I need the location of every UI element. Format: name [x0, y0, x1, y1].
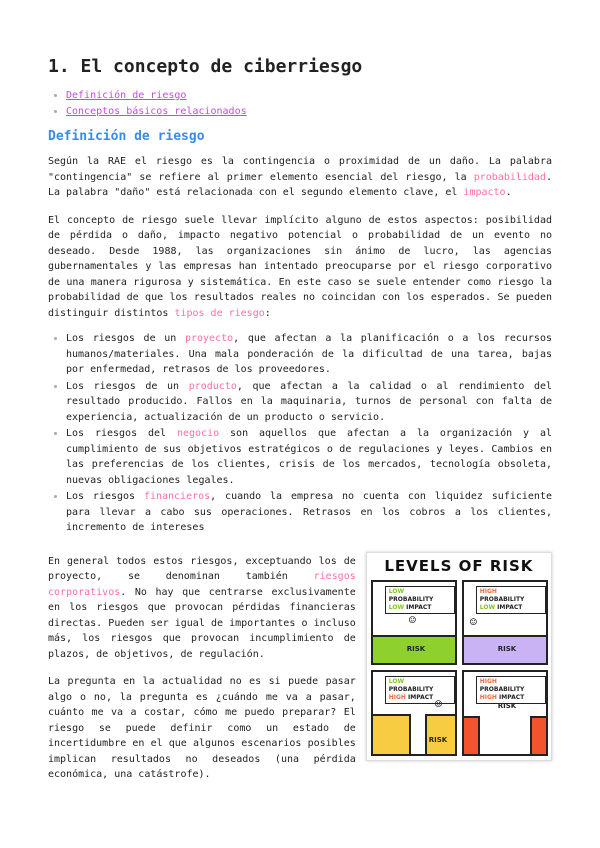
- text: , que afectan a la calidad o al rendimiento del resultado producido. Fallos en la maquinaria, turnos de personal con falta de experiencia, actualización de un producto o servicio.: [66, 380, 553, 423]
- text: , que afectan a la planificación o a los recursos humanos/materiales. Una mala ponderación de la dificultad de una tarea, bajas por enfermedad, retrasos de los proveedores.: [66, 333, 552, 375]
- stick-figure-icon: ☺: [434, 697, 442, 711]
- text: Según la RAE el riesgo es la contingencia o proximidad de un daño. La palabra "contingencia" se refiere al primer elemento esencial del riesgo, la: [48, 156, 552, 183]
- left-column: [48, 554, 356, 791]
- stick-figure-icon: ☺: [469, 614, 477, 629]
- panel-label: HIGH PROBABILITY LOW IMPACT: [476, 586, 546, 614]
- risk-area: [464, 716, 546, 754]
- panel-low-low: [371, 580, 457, 666]
- toc-item: [66, 88, 552, 104]
- text: , cuando la empresa no cuenta con liquidez suficiente para llevar a cabo sus operaciones. Retrasos en los cobros a los clientes, incremento de intereses: [66, 491, 552, 533]
- paragraph: La pregunta en la actualidad no es si puede pasar algo o no, la pregunta es ¿cuándo me va a pasar, cuánto me va a costar, cómo me puedo preparar? El riesgo se puede definir como un estado de incertidumbre en el que algunos escenarios posibles implican resultados no deseados (una pérdida económica, una catástrofe).: [48, 676, 356, 780]
- text: Los riesgos de un: [66, 333, 185, 344]
- text: El concepto de riesgo suele llevar implícito alguno de estos aspectos: posibilidad de pérdida o daño, impacto negativo potencial o probabilidad de un evento no deseado. Desde 1988, las organizaciones sin ánimo de lucro, las agencias gubernamentales y las empresas han intentado preocuparse por el riesgo corporativo de una manera rigurosa y sistemática. En este caso se suele entender como riesgo la probabilidad de que los resultados reales no coincidan con los esperados. Se pueden distinguir distintos: [48, 214, 552, 319]
- two-column-section: [48, 554, 552, 791]
- list-item: [66, 331, 552, 378]
- highlight-term: impacto: [463, 187, 506, 198]
- highlight-term: negocio: [176, 428, 220, 439]
- text: . No hay que centrarse exclusivamente en los riesgos que provocan pérdidas financieras directas. Pueden ser igual de importantes o incluso más, los riesgos que provocan incumplimiento de plazos, de objetivos, de regulación.: [48, 586, 356, 660]
- levels-of-risk-image: [366, 552, 552, 761]
- text: . La palabra "daño" está relacionada con el segundo elemento clave, el: [48, 171, 552, 198]
- toc-link-conceptos[interactable]: Conceptos básicos relacionados: [66, 106, 247, 117]
- text: :: [264, 307, 271, 319]
- panel-high-low: [462, 580, 548, 666]
- paragraph: [48, 213, 552, 322]
- document-page: [48, 54, 552, 791]
- panel-label: LOW PROBABILITY HIGH IMPACT: [385, 676, 455, 704]
- panel-label: LOW PROBABILITY LOW IMPACT: [385, 586, 455, 614]
- text: En general todos estos riesgos, exceptuando los de proyecto, se denominan también: [48, 555, 356, 582]
- highlight-term: producto: [188, 380, 237, 392]
- table-of-contents: [48, 88, 552, 120]
- risk-area: RISK: [373, 714, 455, 754]
- paragraph: [48, 154, 552, 201]
- risk-label: RISK: [497, 702, 517, 710]
- risk-panels: [371, 580, 548, 756]
- stick-figure-icon: ☺: [408, 612, 416, 627]
- highlight-term: riesgos corporativos: [48, 571, 356, 598]
- list-item: [66, 379, 552, 426]
- section-heading: Definición de riesgo: [48, 129, 205, 144]
- text: Los riesgos del: [66, 428, 177, 439]
- text: son aquellos que afectan a la organización y al cumplimiento de sus objetivos estratégicos o de regulaciones y leyes. Cambios en las preferencias de los clientes, crisis de los mercados, tecnología obsoleta, nuevas obligaciones legales.: [66, 428, 553, 486]
- page-title: 1. El concepto de ciberriesgo: [48, 56, 363, 77]
- highlight-term: proyecto: [184, 333, 234, 344]
- highlight-term: financieros: [143, 491, 211, 502]
- toc-item: [66, 104, 552, 120]
- list-item: [66, 426, 552, 488]
- toc-link-definicion[interactable]: Definición de riesgo: [66, 90, 187, 101]
- risk-area: RISK: [373, 635, 455, 663]
- text: Los riesgos de un: [66, 380, 189, 392]
- text: Los riesgos: [66, 491, 144, 502]
- panel-label: HIGH PROBABILITY HIGH IMPACT: [476, 676, 546, 704]
- list-item: [66, 489, 552, 536]
- highlight-term: tipos de riesgo: [174, 307, 265, 319]
- risk-types-list: [48, 331, 552, 536]
- paragraph: [48, 554, 356, 663]
- panel-high-high: [462, 670, 548, 756]
- risk-area: RISK: [464, 635, 546, 663]
- figure-title: LEVELS OF RISK: [384, 556, 534, 575]
- text: .: [505, 187, 512, 198]
- highlight-term: probabilidad: [473, 171, 546, 183]
- panel-low-high: [371, 670, 457, 756]
